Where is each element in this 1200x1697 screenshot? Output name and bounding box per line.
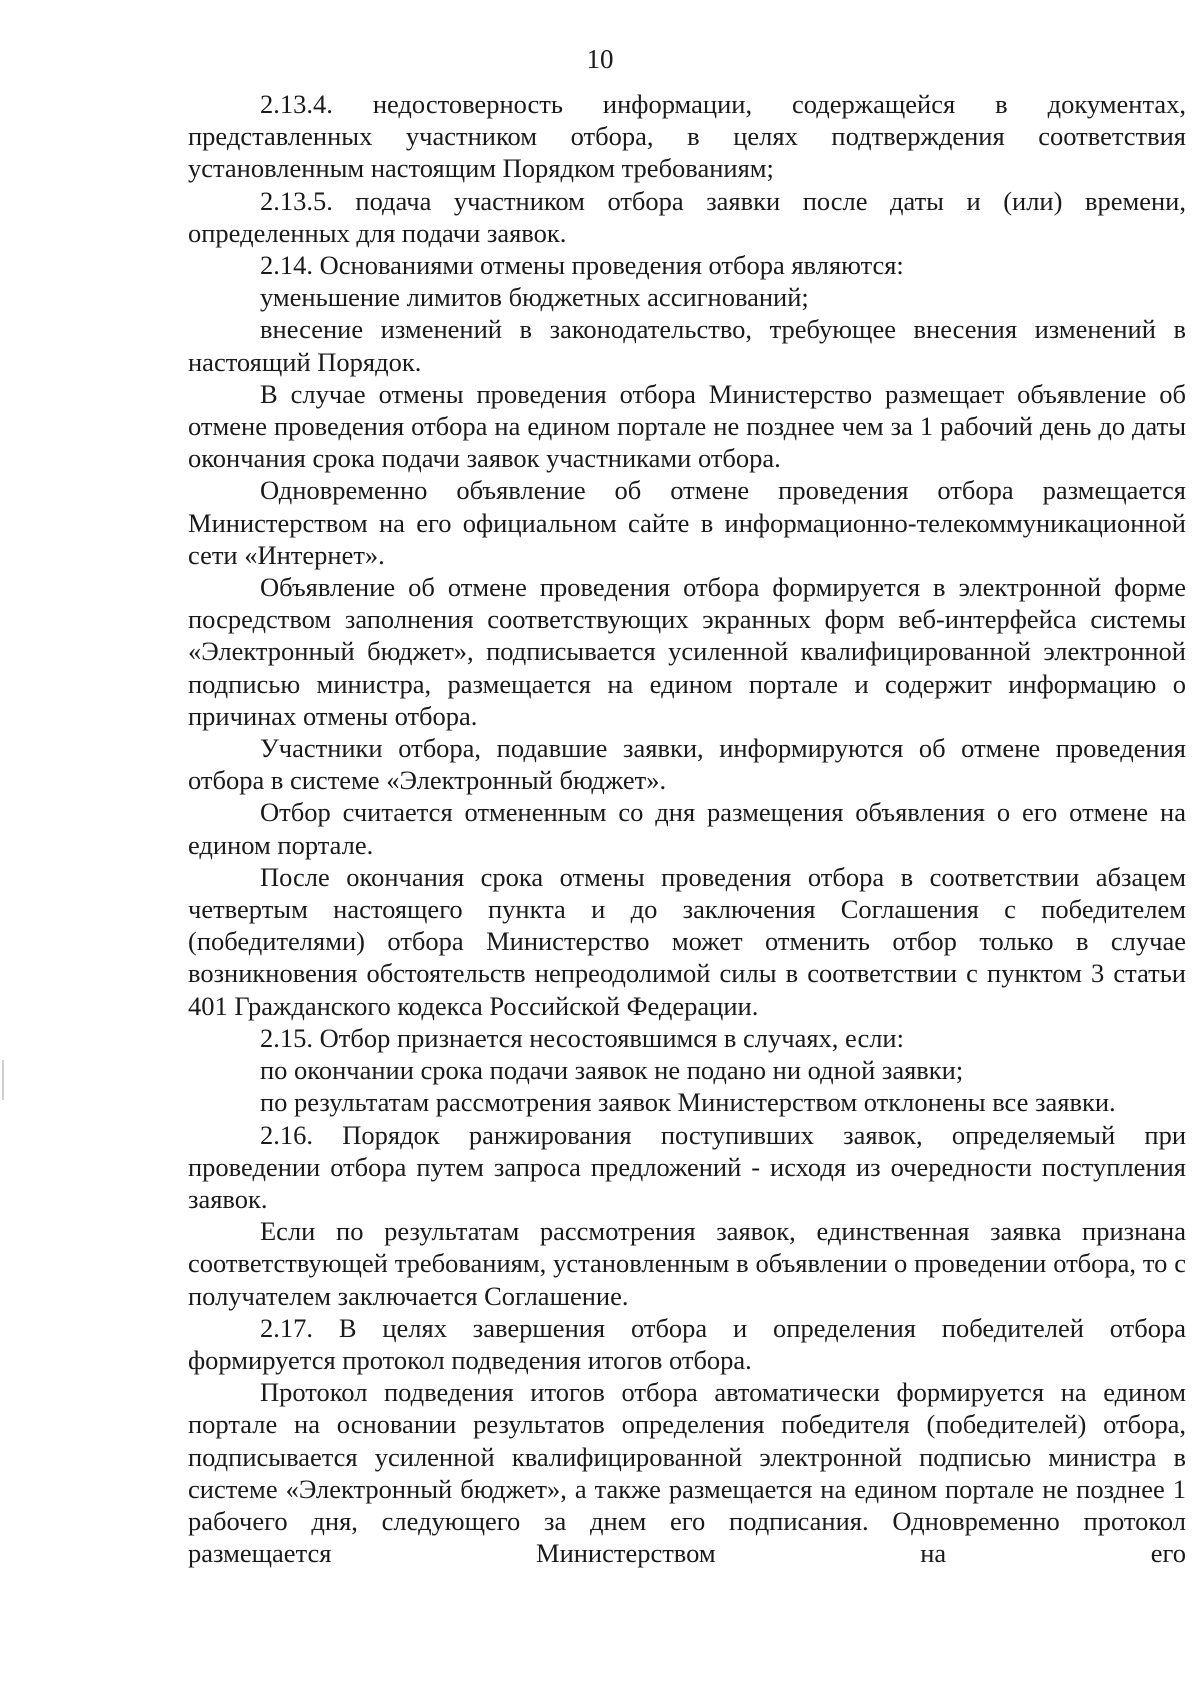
- document-body: [188, 88, 1186, 1569]
- paragraph-2-14-item-1: уменьшение лимитов бюджетных ассигнований;: [260, 282, 809, 313]
- paragraph-cancelled-date: Отбор считается отмененным со дня размещения объявления о его отмене на едином портале.: [188, 797, 1186, 860]
- paragraph-force-majeure: После окончания срока отмены проведения отбора в соответствии абзацем четвертым настоящего пункта и до заключения Соглашения с победителем (победителями) отбора Министерство может отменить отбор только в случае возникновения обстоятельств непреодолимой силы в соответствии с пунктом 3 статьи 401 Гражданского кодекса Российской Федерации.: [188, 861, 1186, 1021]
- paragraph-2-14-item-2: внесение изменений в законодательство, требующее внесения изменений в настоящий Порядок.: [188, 314, 1186, 377]
- scan-artifact: [2, 1060, 4, 1100]
- paragraph-single-application: Если по результатам рассмотрения заявок, единственная заявка признана соответствующей требованиям, установленным в объявлении о проведении отбора, то с получателем заключается Соглашение.: [188, 1216, 1186, 1311]
- paragraph-2-16: 2.16. Порядок ранжирования поступивших заявок, определяемый при проведении отбора путем запроса предложений - исходя из очередности поступления заявок.: [188, 1119, 1186, 1214]
- paragraph-2-13-5: 2.13.5. подача участником отбора заявки после даты и (или) времени, определенных для подачи заявок.: [188, 185, 1186, 248]
- paragraph-2-15: 2.15. Отбор признается несостоявшимся в случаях, если:: [260, 1022, 904, 1053]
- paragraph-2-17: 2.17. В целях завершения отбора и определения победителей отбора формируется протокол подведения итогов отбора.: [188, 1312, 1186, 1375]
- paragraph-2-14: 2.14. Основаниями отмены проведения отбора являются:: [260, 250, 904, 281]
- paragraph-2-15-item-1: по окончании срока подачи заявок не подано ни одной заявки;: [260, 1055, 964, 1086]
- paragraph-2-13-4: 2.13.4. недостоверность информации, содержащейся в документах, представленных участником отбора, в целях подтверждения соответствия установленным настоящим Порядком требованиям;: [188, 89, 1186, 184]
- paragraph-participants-informed: Участники отбора, подавшие заявки, информируются об отмене проведения отбора в системе «Электронный бюджет».: [188, 733, 1186, 796]
- paragraph-simultaneous-notice: Одновременно объявление об отмене проведения отбора размещается Министерством на его официальном сайте в информационно-телекоммуникационной сети «Интернет».: [188, 475, 1186, 570]
- paragraph-notice-form: Объявление об отмене проведения отбора формируется в электронной форме посредством заполнения соответствующих экранных форм веб-интерфейса системы «Электронный бюджет», подписывается усиленной квалифицированной электронной подписью министра, размещается на едином портале и содержит информацию о причинах отмены отбора.: [188, 572, 1186, 731]
- paragraph-protocol: Протокол подведения итогов отбора автоматически формируется на едином портале на основании результатов определения победителя (победителей) отбора, подписывается усиленной квалифицированной электронной подписью министра в системе «Электронный бюджет», а также размещается на едином портале не позднее 1 рабочего дня, следующего за днем его подписания. Одновременно протокол размещается Министерством на его: [188, 1377, 1186, 1569]
- paragraph-2-15-item-2: по результатам рассмотрения заявок Министерством отклонены все заявки.: [260, 1087, 1116, 1118]
- paragraph-cancellation-notice: В случае отмены проведения отбора Министерство размещает объявление об отмене проведения отбора на едином портале не позднее чем за 1 рабочий день до даты окончания срока подачи заявок участниками отбора.: [188, 378, 1186, 474]
- page-number: 10: [586, 44, 614, 74]
